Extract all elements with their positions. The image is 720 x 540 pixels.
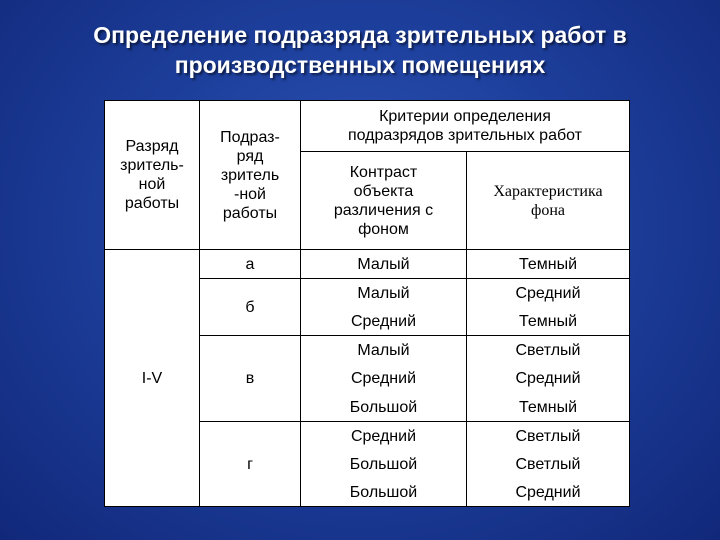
header-criteria-line: подразрядов зрительных работ [347, 127, 583, 144]
grid-line [199, 421, 629, 422]
header-criteria-line: Критерии определения [379, 108, 551, 125]
header-subcategory-line: ряд [236, 147, 264, 165]
header-contrast-line: объекта [353, 182, 414, 200]
header-background-line: Характеристика [493, 182, 603, 200]
contrast-cell: Средний [350, 312, 417, 330]
subcategory-cell: г [247, 455, 253, 473]
header-category-line: Разряд [125, 138, 179, 155]
subcategory-cell: б [245, 298, 255, 316]
grid-line [105, 249, 629, 250]
title-line-1: Определение подразряда зрительных работ в [93, 22, 627, 48]
grid-line [466, 151, 467, 506]
header-category-line: зритель- [120, 157, 184, 174]
subcategory-cell: а [245, 255, 255, 273]
header-subcategory-line: -ной [233, 185, 266, 203]
category-cell: I-V [141, 369, 163, 387]
header-criteria [301, 101, 629, 151]
subcategory-cell: в [245, 370, 255, 387]
background-cell: Светлый [515, 455, 581, 473]
header-contrast-line: Контраст [349, 163, 418, 181]
background-cell: Темный [518, 398, 578, 416]
header-category [105, 101, 199, 249]
header-contrast-line: различения с [333, 201, 434, 219]
background-cell: Светлый [515, 427, 581, 445]
contrast-cell: Малый [357, 341, 410, 359]
header-contrast-line: фоном [358, 220, 409, 238]
contrast-cell: Малый [357, 255, 410, 273]
grid-line [300, 151, 629, 152]
title-line-2: производственных помещениях [174, 52, 546, 78]
contrast-cell: Большой [349, 483, 418, 501]
background-cell: Средний [515, 284, 581, 302]
background-cell: Темный [518, 312, 578, 330]
header-background-line: фона [530, 201, 565, 219]
background-cell: Средний [515, 369, 581, 387]
contrast-cell: Большой [349, 398, 418, 416]
background-cell: Светлый [515, 341, 581, 359]
contrast-cell: Малый [357, 284, 410, 302]
grid-line [199, 101, 200, 506]
header-contrast [301, 152, 466, 249]
header-category-line: ной [138, 176, 166, 193]
page-title [0, 20, 720, 80]
background-cell: Темный [518, 255, 578, 273]
grid-line [199, 278, 629, 279]
background-cell: Средний [515, 483, 581, 501]
grid-line [300, 101, 301, 506]
contrast-cell: Средний [350, 369, 417, 387]
header-background [467, 152, 629, 249]
header-category-line: работы [124, 195, 180, 212]
contrast-cell: Средний [350, 427, 417, 445]
grid-line [199, 335, 629, 336]
header-subcategory-line: зритель [220, 166, 280, 184]
header-subcategory [200, 101, 300, 249]
visual-work-table [104, 100, 630, 507]
contrast-cell: Большой [349, 455, 418, 473]
header-subcategory-line: работы [222, 204, 278, 222]
header-subcategory-line: Подраз- [220, 128, 280, 146]
